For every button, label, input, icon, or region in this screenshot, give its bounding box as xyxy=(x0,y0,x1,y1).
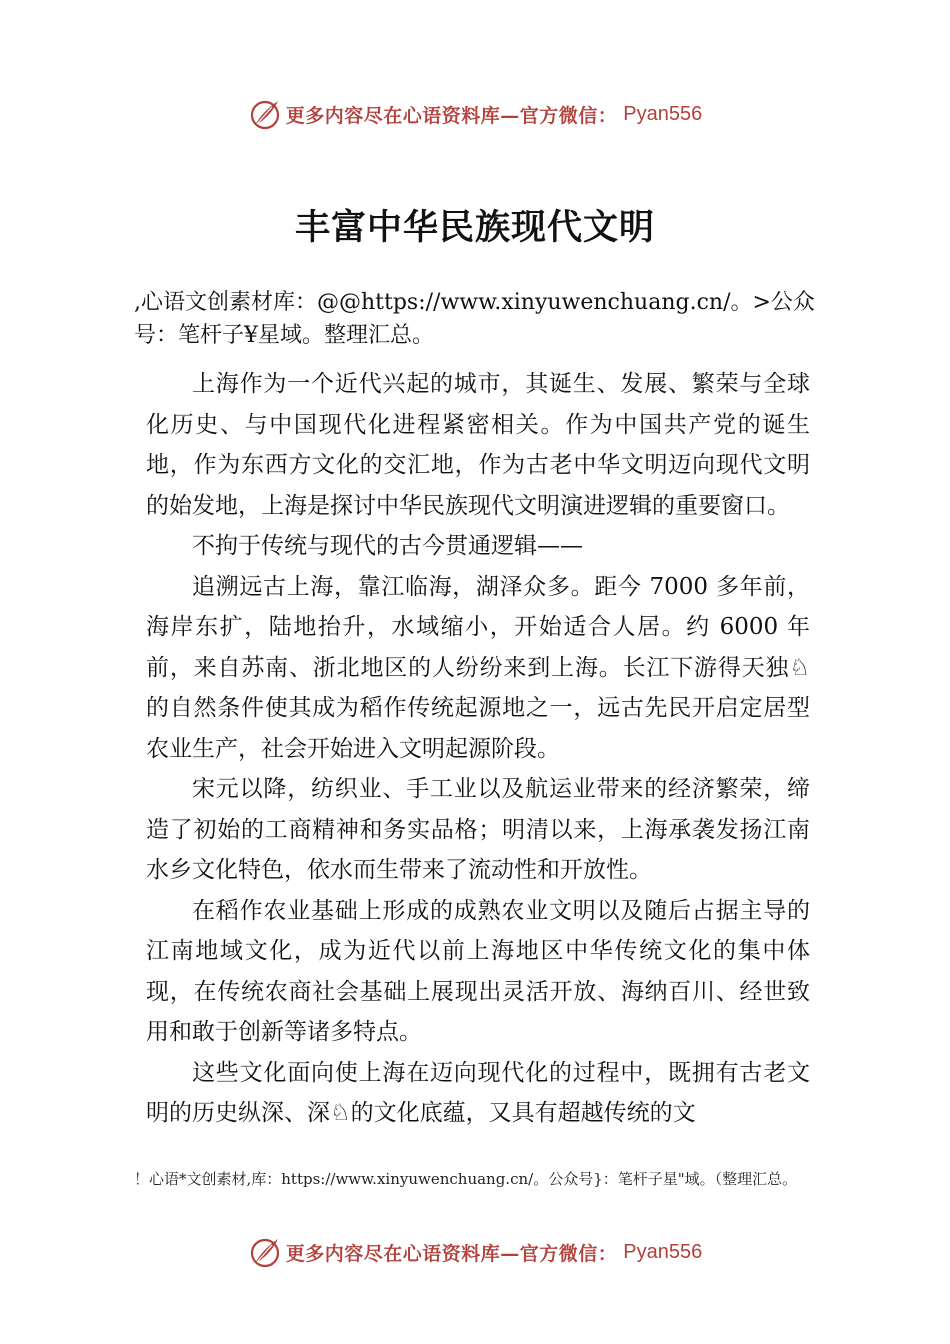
footer-banner xyxy=(0,1230,950,1274)
paragraph: 追溯远古上海，靠江临海，湖泽众多。距今 7000 多年前，海岸东扩，陆地抬升，水域缩小，开始适合人居。约 6000 年前，来自苏南、浙北地区的人纷纷来到上海。长江下游得天独♘的自然条件使其成为稻作传统起源地之一，远古先民开启定居型农业生产，社会开始进入文明起源阶段。 xyxy=(146,573,810,762)
feather-pen-logo-icon xyxy=(248,1235,282,1269)
banner-text: 更多内容尽在心语资料库—官方微信： xyxy=(285,1242,618,1265)
article-body xyxy=(146,364,810,1134)
paragraph: 在稻作农业基础上形成的成熟农业文明以及随后占据主导的江南地域文化，成为近代以前上海地区中华传统文化的集中体现，在传统农商社会基础上展现出灵活开放、海纳百川、经世致用和敢于创新等诸多特点。 xyxy=(146,897,810,1045)
paragraph: 不拘于传统与现代的古今贯通逻辑—— xyxy=(192,533,583,559)
paragraph: 这些文化面向使上海在迈向现代化的过程中，既拥有古老文明的历史纵深、深♘的文化底蕴，又具有超越传统的文 xyxy=(146,1059,810,1126)
banner-account: Pyan556 xyxy=(623,1240,703,1263)
document-title: 丰富中华民族现代文明 xyxy=(294,207,655,248)
paragraph: 宋元以降，纺织业、手工业以及航运业带来的经济繁荣，缔造了初始的工商精神和务实品格；明清以来，上海承袭发扬江南水乡文化特色，依水而生带来了流动性和开放性。 xyxy=(146,776,810,883)
banner-account: Pyan556 xyxy=(623,102,703,125)
footer-source-line: ！心语*文创素材,库：https://www.xinyuwenchuang.cn/。公众号}：笔杆子星"域。（整理汇总。 xyxy=(134,1170,798,1188)
header-banner xyxy=(0,92,950,136)
paragraph: 上海作为一个近代兴起的城市，其诞生、发展、繁荣与全球化历史、与中国现代化进程紧密相关。作为中国共产党的诞生地，作为东西方文化的交汇地，作为古老中华文明迈向现代文明的始发地，上海是探讨中华民族现代文明演进逻辑的重要窗口。 xyxy=(146,371,810,519)
banner-text: 更多内容尽在心语资料库—官方微信： xyxy=(285,104,618,127)
feather-pen-logo-icon xyxy=(248,97,282,131)
source-line: ,心语文创素材库：@@https://www.xinyuwenchuang.cn/。>公众号：笔杆子¥星域。整理汇总。 xyxy=(134,290,815,348)
